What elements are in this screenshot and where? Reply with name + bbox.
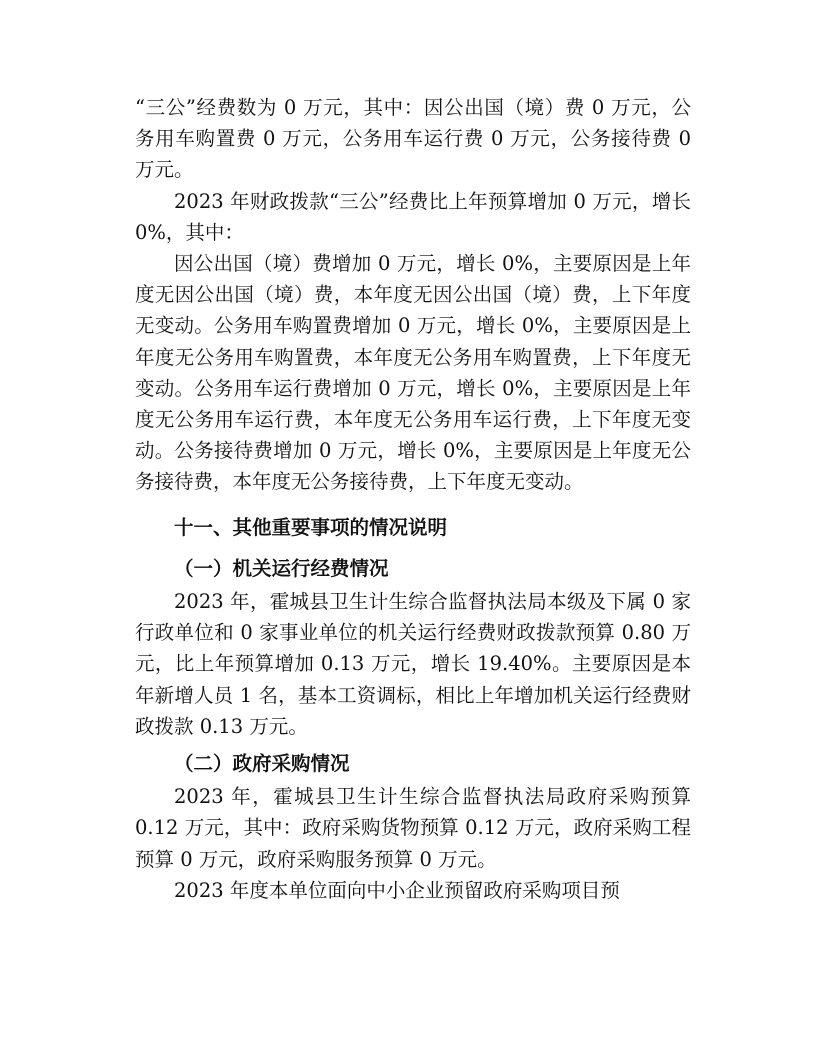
subsection-heading-operating-expenses: （一）机关运行经费情况 xyxy=(174,556,389,580)
subsection-heading-procurement: （二）政府采购情况 xyxy=(174,752,350,776)
paragraph-procurement: 2023 年，霍城县卫生计生综合监督执法局政府采购预算 0.12 万元，其中：政府采购货物预算 0.12 万元，政府采购工程预算 0 万元，政府采购服务预算 0 万元。 xyxy=(135,785,691,871)
paragraph-three-public-change: 2023 年财政拨款“三公”经费比上年预算增加 0 万元，增长 0%，其中： xyxy=(135,189,691,244)
section-heading-other-matters: 十一、其他重要事项的情况说明 xyxy=(174,515,448,539)
document-page xyxy=(135,92,691,906)
paragraph-three-public-expenses: “三公”经费数为 0 万元，其中：因公出国（境）费 0 万元，公务用车购置费 0 万元，公务用车运行费 0 万元，公务接待费 0 万元。 xyxy=(135,96,691,182)
spacer xyxy=(135,498,691,502)
paragraph-operating-expenses: 2023 年，霍城县卫生计生综合监督执法局本级及下属 0 家行政单位和 0 家事业单位的机关运行经费财政拨款预算 0.80 万元，比上年预算增加 0.13 万元，增长 19.40%。主要原因是本年新增人员 1 名，基本工资调标，相比上年增加机关运行经费财政拨款 0.13 万元。 xyxy=(135,590,691,738)
paragraph-sme-reservation: 2023 年度本单位面向中小企业预留政府采购项目预 xyxy=(174,878,620,902)
paragraph-three-public-details: 因公出国（境）费增加 0 万元，增长 0%，主要原因是上年度无因公出国（境）费，本年度无因公出国（境）费，上下年度无变动。公务用车购置费增加 0 万元，增长 0%，主要原因是上年度无公务用车购置费，本年度无公务用车购置费，上下年度无变动。公务用车运行费增加 0 万元，增长 0%，主要原因是上年度无公务用车运行费，本年度无公务用车运行费，上下年度无变动。公务接待费增加 0 万元，增长 0%，主要原因是上年度无公务接待费，本年度无公务接待费，上下年度无变动。 xyxy=(135,252,691,494)
